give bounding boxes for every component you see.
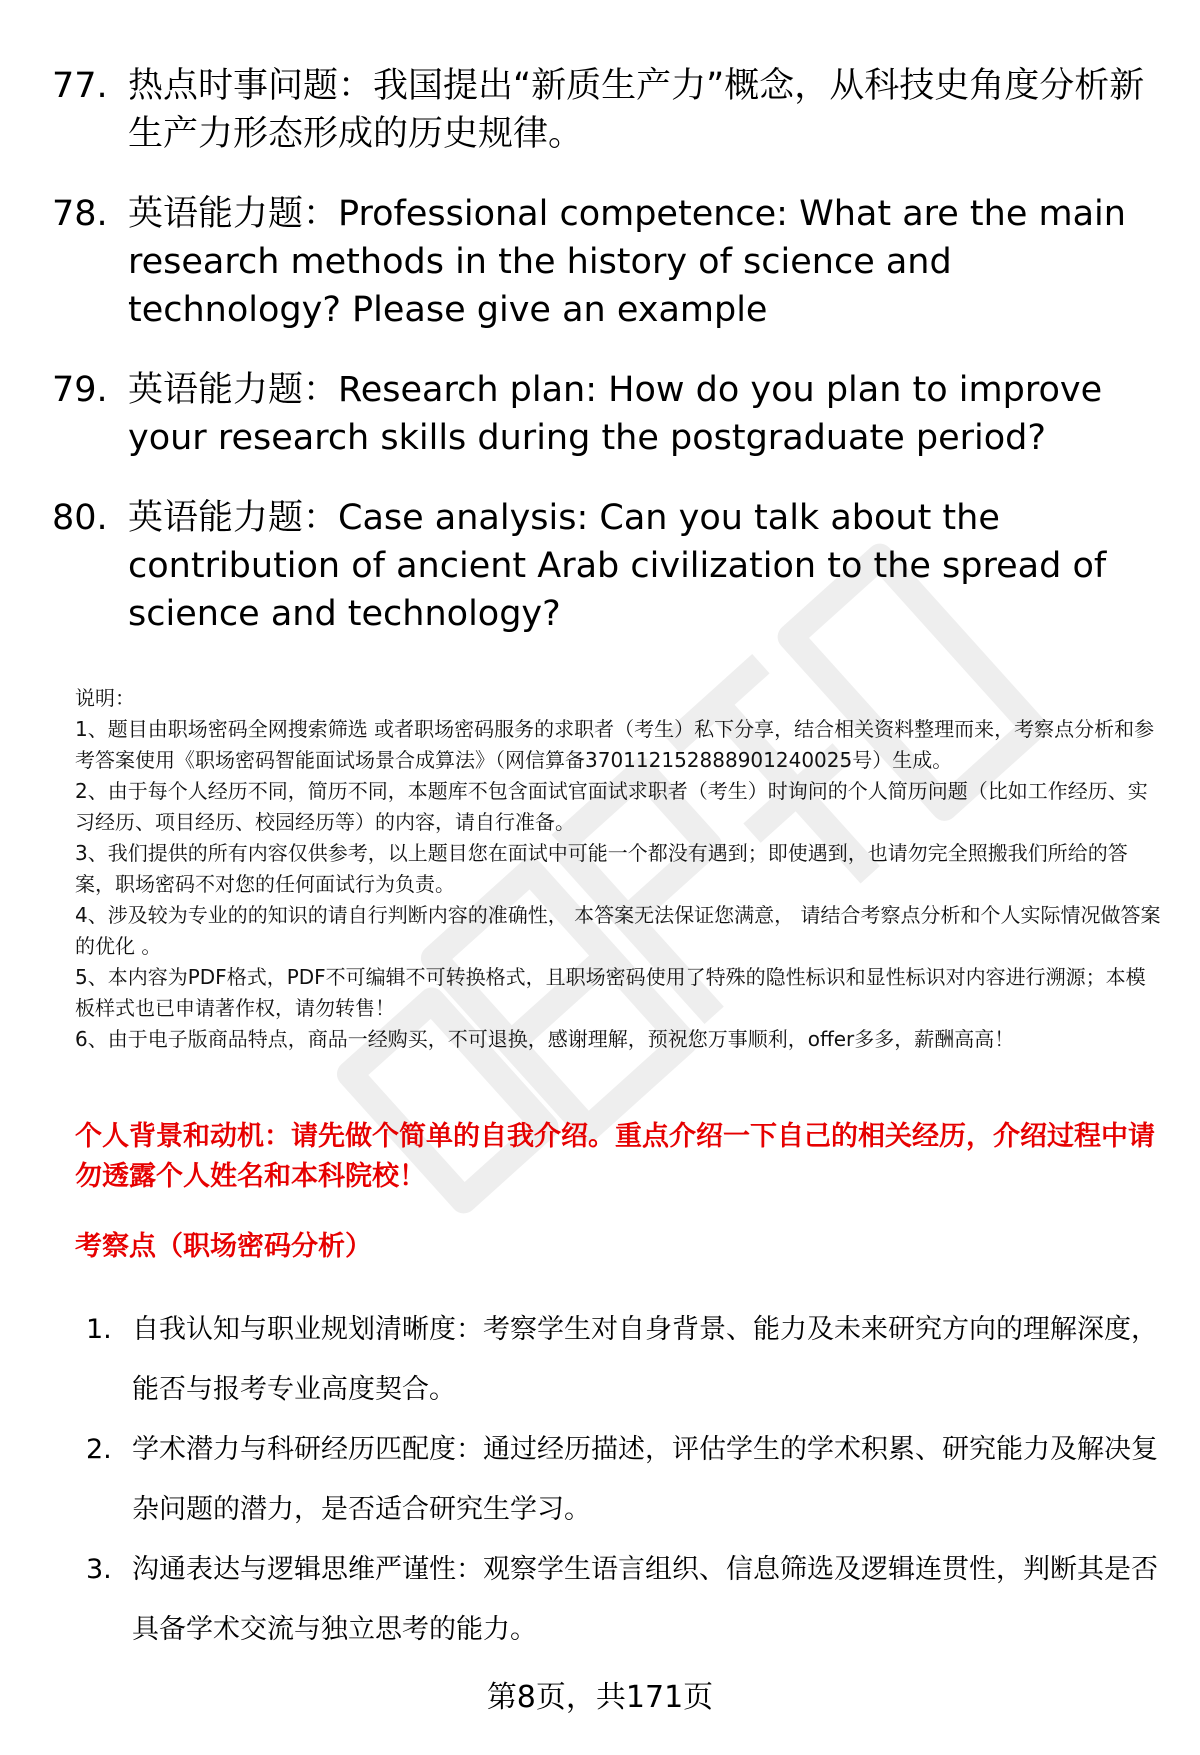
note-item: 4、涉及较为专业的的知识的请自行判断内容的准确性， 本答案无法保证您满意， 请结合考察点分析和个人实际情况做答案的优化 。 [75,903,1161,958]
question-item [52,190,1162,334]
question-text: 英语能力题：Professional competence: What are the main research methods in the history of science and technology? Please give an example [128,194,1126,330]
notes-title: 说明： [75,686,135,710]
question-text: 英语能力题：Research plan: How do you plan to improve your research skills during the postgraduate period? [128,370,1103,458]
question-text: 英语能力题：Case analysis: Can you talk about the contribution of ancient Arab civilization to the spread of science and technology? [128,498,1107,634]
note-item: 3、我们提供的所有内容仅供参考，以上题目您在面试中可能一个都没有遇到；即使遇到，也请勿完全照搬我们所给的答案，职场密码不对您的任何面试行为负责。 [75,841,1128,896]
question-number: 79. [52,370,108,410]
note-item: 5、本内容为PDF格式，PDF不可编辑不可转换格式，且职场密码使用了特殊的隐性标识和显性标识对内容进行溯源；本模板样式也已申请著作权，请勿转售！ [75,965,1146,1020]
note-item: 6、由于电子版商品特点，商品一经购买，不可退换，感谢理解，预祝您万事顺利，offer多多，薪酬高高！ [75,1027,1015,1051]
question-number: 80. [52,498,108,538]
note-item: 2、由于每个人经历不同，简历不同，本题库不包含面试官面试求职者（考生）时询问的个人简历问题（比如工作经历、实习经历、项目经历、校园经历等）的内容，请自行准备。 [75,779,1148,834]
assessment-point [82,1540,1162,1660]
assessment-point [82,1300,1162,1420]
question-number: 77. [52,66,108,106]
point-text: 自我认知与职业规划清晰度：考察学生对自身背景、能力及未来研究方向的理解深度，能否与报考专业高度契合。 [132,1314,1158,1405]
assessment-points-list [82,1300,1162,1660]
point-number: 3. [86,1554,112,1585]
point-number: 1. [86,1314,112,1345]
assessment-point [82,1420,1162,1540]
question-item [52,494,1162,638]
section-subheading: 考察点（职场密码分析） [75,1231,372,1262]
question-list [52,62,1162,670]
point-text: 沟通表达与逻辑思维严谨性：观察学生语言组织、信息筛选及逻辑连贯性，判断其是否具备学术交流与独立思考的能力。 [132,1554,1158,1645]
question-text: 热点时事问题：我国提出“新质生产力”概念，从科技史角度分析新生产力形态形成的历史规律。 [128,66,1145,154]
question-item [52,366,1162,462]
point-text: 学术潜力与科研经历匹配度：通过经历描述，评估学生的学术积累、研究能力及解决复杂问题的潜力，是否适合研究生学习。 [132,1434,1158,1525]
notes-block [75,683,1165,1055]
question-item [52,62,1162,158]
note-item: 1、题目由职场密码全网搜索筛选 或者职场密码服务的求职者（考生）私下分享，结合相关资料整理而来，考察点分析和参考答案使用《职场密码智能面试场景合成算法》（网信算备370112152888901240025号）生成。 [75,717,1155,772]
point-number: 2. [86,1434,112,1465]
page-footer: 第8页，共171页 [486,1680,714,1715]
section-heading: 个人背景和动机：请先做个简单的自我介绍。重点介绍一下自己的相关经历，介绍过程中请勿透露个人姓名和本科院校！ [75,1121,1155,1192]
question-number: 78. [52,194,108,234]
